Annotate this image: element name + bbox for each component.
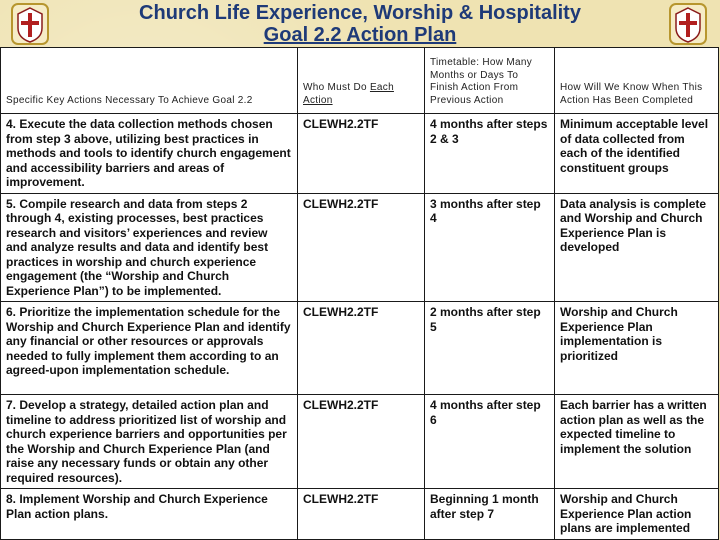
table-row <box>1 395 719 489</box>
header-who-prefix: Who Must Do <box>303 82 370 93</box>
completion-cell: Minimum acceptable level of data collected from each of the identified constituent groups <box>555 114 719 194</box>
timetable-cell: 4 months after step 6 <box>425 395 555 489</box>
completion-cell: Data analysis is complete and Worship and Church Experience Plan is developed <box>555 193 719 302</box>
timetable-cell: 2 months after step 5 <box>425 302 555 395</box>
header-who <box>298 48 425 114</box>
header-who-underlined: Each Action <box>303 82 394 106</box>
header-how-known: How Will We Know When This Action Has Been Completed <box>555 48 719 114</box>
action-cell: 7. Develop a strategy, detailed action plan and timeline to address prioritized list of worship and church experience barriers and opportunities per the Worship and Church Experience Plan (and raise any necessary funds or obtain any other required resources). <box>1 395 298 489</box>
table-row <box>1 302 719 395</box>
timetable-cell: 3 months after step 4 <box>425 193 555 302</box>
title-line-2: Goal 2.2 Action Plan <box>263 24 457 46</box>
header-key-actions: Specific Key Actions Necessary To Achieve Goal 2.2 <box>1 48 298 114</box>
header-timetable: Timetable: How Many Months or Days To Finish Action From Previous Action <box>425 48 555 114</box>
completion-cell: Each barrier has a written action plan as well as the expected timeline to implement the solution <box>555 395 719 489</box>
table-row <box>1 489 719 540</box>
completion-cell: Worship and Church Experience Plan implementation is prioritized <box>555 302 719 395</box>
action-plan-table <box>0 47 719 540</box>
table-row <box>1 193 719 302</box>
title-line-1: Church Life Experience, Worship & Hospitality <box>139 2 581 24</box>
timetable-cell: Beginning 1 month after step 7 <box>425 489 555 540</box>
table-row <box>1 114 719 194</box>
who-cell: CLEWH2.2TF <box>298 302 425 395</box>
action-cell: 5. Compile research and data from steps 2 through 4, existing processes, best practices research and visitors’ experiences and review and analyze results and data and identify best practices in worship and church experience engagement (the “Worship and Church Experience Plan”) to be implemented. <box>1 193 298 302</box>
who-cell: CLEWH2.2TF <box>298 489 425 540</box>
action-cell: 8. Implement Worship and Church Experience Plan action plans. <box>1 489 298 540</box>
table-header-row <box>1 48 719 114</box>
who-cell: CLEWH2.2TF <box>298 395 425 489</box>
timetable-cell: 4 months after steps 2 & 3 <box>425 114 555 194</box>
completion-cell: Worship and Church Experience Plan action plans are implemented <box>555 489 719 540</box>
who-cell: CLEWH2.2TF <box>298 114 425 194</box>
slide-title <box>0 2 720 46</box>
who-cell: CLEWH2.2TF <box>298 193 425 302</box>
action-cell: 6. Prioritize the implementation schedule for the Worship and Church Experience Plan and identify any financial or other resources or approvals needed to fully implement them according to an agreed-upon implementation schedule. <box>1 302 298 395</box>
action-cell: 4. Execute the data collection methods chosen from step 3 above, utilizing best practices in methods and tools to identify church engagement and accessibility barriers and areas of improvement. <box>1 114 298 194</box>
